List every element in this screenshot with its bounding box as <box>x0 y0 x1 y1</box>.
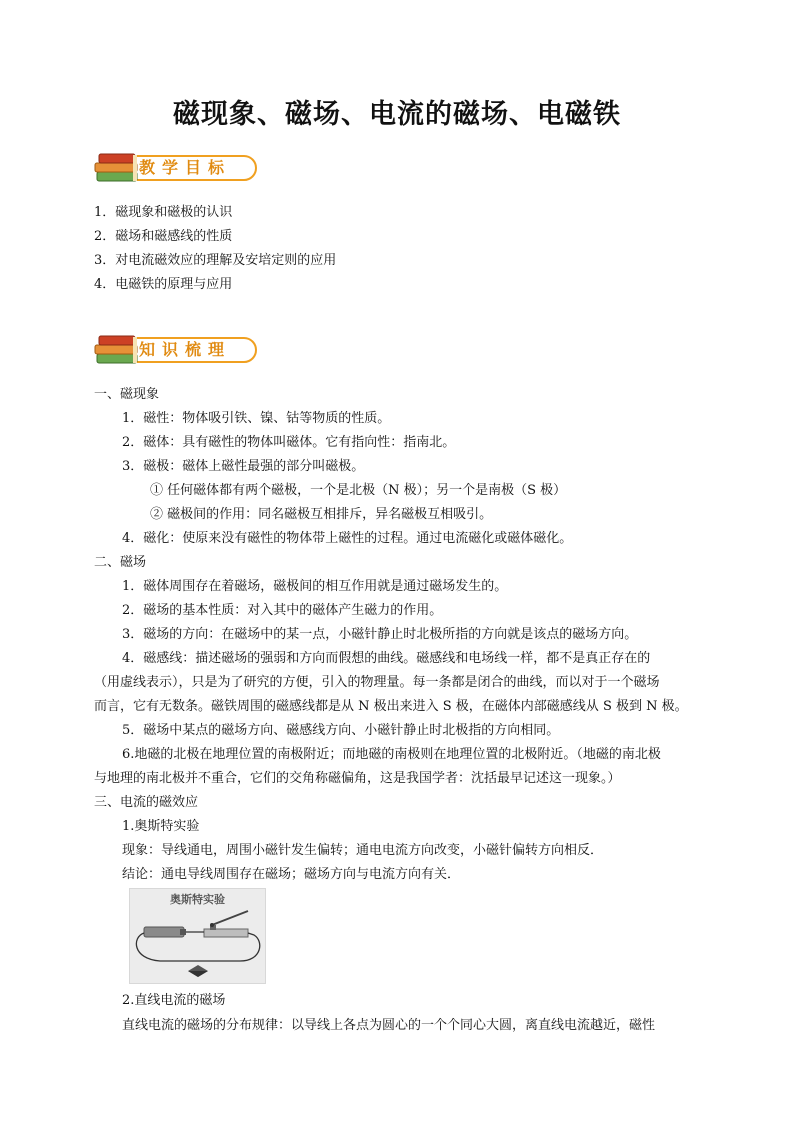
text-line: 1．磁性：物体吸引铁、镍、钴等物质的性质。 <box>122 411 391 426</box>
figure-caption: 奥斯特实验 <box>170 893 225 906</box>
text-line: ② 磁极间的作用：同名磁极互相排斥，异名磁极互相吸引。 <box>150 507 493 522</box>
section-banner-label: 教学目标 <box>139 158 232 177</box>
text-line: 直线电流的磁场的分布规律：以导线上各点为圆心的一个个同心大圆，离直线电流越近，磁性 <box>122 1018 656 1033</box>
text-line: 3．磁极：磁体上磁性最强的部分叫磁极。 <box>122 459 365 474</box>
text-line: 1.奥斯特实验 <box>122 819 200 834</box>
section-heading: 一、磁现象 <box>94 387 160 402</box>
goal-item: 2．磁场和磁感线的性质 <box>94 229 233 244</box>
oersted-experiment-figure <box>129 888 266 984</box>
section-banner-teaching-goals <box>93 148 263 188</box>
section-heading: 二、磁场 <box>94 555 147 570</box>
text-line: 2.直线电流的磁场 <box>122 993 226 1008</box>
text-line: 2．磁场的基本性质：对入其中的磁体产生磁力的作用。 <box>122 603 443 618</box>
text-line: 与地理的南北极并不重合，它们的交角称磁偏角，这是我国学者：沈括最早记述这一现象。） <box>94 771 621 786</box>
text-line: 5．磁场中某点的磁场方向、磁感线方向、小磁针静止时北极指的方向相同。 <box>122 723 560 738</box>
text-line: 6.地磁的北极在地理位置的南极附近；而地磁的南极则在地理位置的北极附近。（地磁的南北极 <box>122 747 661 762</box>
section-heading: 三、电流的磁效应 <box>94 795 199 810</box>
text-line: 而言，它有无数条。磁铁周围的磁感线都是从 N 极出来进入 S 极，在磁体内部磁感线从 S 极到 N 极。 <box>94 699 688 714</box>
oersted-apparatus-illustration <box>130 889 267 985</box>
text-line: ① 任何磁体都有两个磁极，一个是北极（N 极）；另一个是南极（S 极） <box>150 483 567 498</box>
goal-item: 4．电磁铁的原理与应用 <box>94 277 233 292</box>
text-line: 结论：通电导线周围存在磁场；磁场方向与电流方向有关． <box>122 867 461 882</box>
goal-item: 1．磁现象和磁极的认识 <box>94 205 233 220</box>
text-line: 1．磁体周围存在着磁场，磁极间的相互作用就是通过磁场发生的。 <box>122 579 508 594</box>
section-banner-label: 知识梳理 <box>139 340 232 359</box>
text-line: 2．磁体：具有磁性的物体叫磁体。它有指向性：指南北。 <box>122 435 456 450</box>
text-line: 3．磁场的方向：在磁场中的某一点，小磁针静止时北极所指的方向就是该点的磁场方向。 <box>122 627 638 642</box>
goal-item: 3．对电流磁效应的理解及安培定则的应用 <box>94 253 337 268</box>
text-line: 现象：导线通电，周围小磁针发生偏转；通电电流方向改变，小磁针偏转方向相反． <box>122 843 604 858</box>
text-line: 4．磁感线：描述磁场的强弱和方向而假想的曲线。磁感线和电场线一样，都不是真正存在的 <box>122 651 651 666</box>
section-banner-knowledge <box>93 330 263 370</box>
text-line: （用虚线表示），只是为了研究的方便，引入的物理量。每一条都是闭合的曲线，而以对于一个磁场 <box>94 675 660 690</box>
page-title: 磁现象、磁场、电流的磁场、电磁铁 <box>173 99 621 130</box>
text-line: 4．磁化：使原来没有磁性的物体带上磁性的过程。通过电流磁化或磁体磁化。 <box>122 531 573 546</box>
